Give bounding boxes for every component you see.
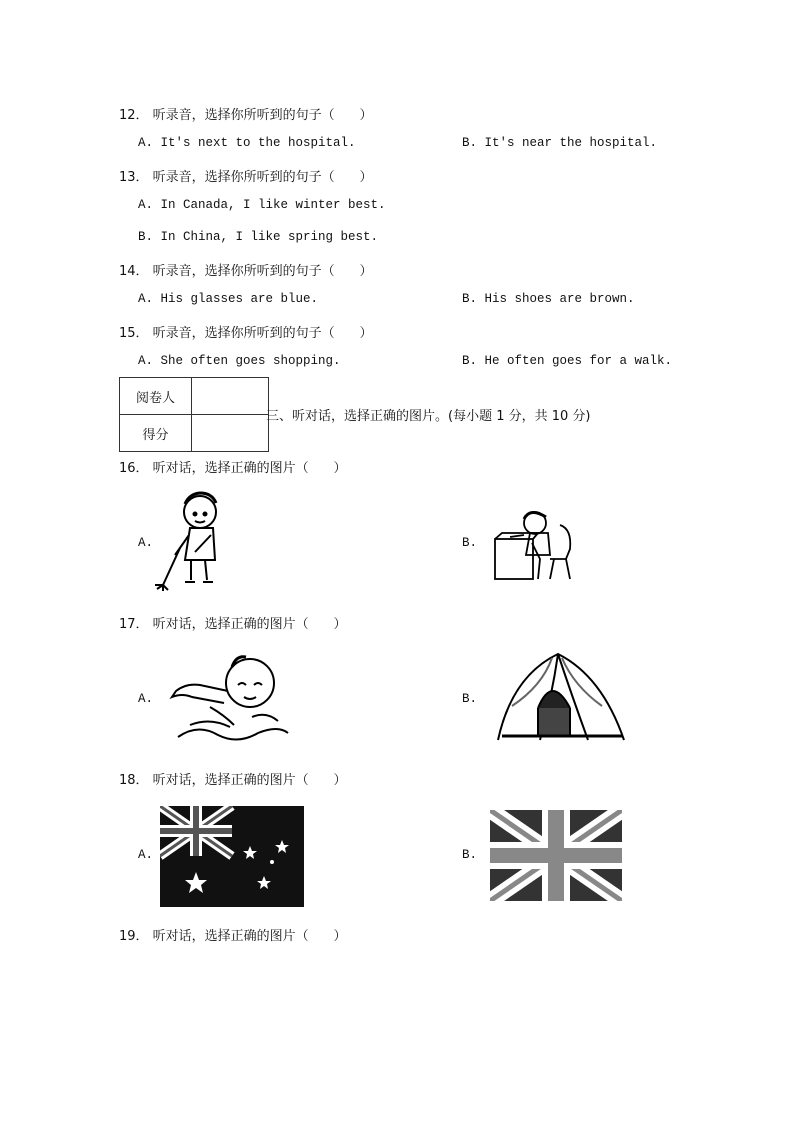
boy-writing-at-desk-image[interactable] <box>490 503 582 583</box>
question-19: 19． 听对话，选择正确的图片（ ） <box>119 929 347 944</box>
q12-option-b[interactable]: B. It's near the hospital. <box>462 136 658 150</box>
q16-option-b-label[interactable]: B. <box>462 536 478 550</box>
q15-option-b[interactable]: B. He often goes for a walk. <box>462 354 673 368</box>
score-table <box>119 377 269 452</box>
q13-option-b[interactable]: B. In China, I like spring best. <box>138 230 379 244</box>
boy-swimming-image[interactable] <box>160 645 295 745</box>
question-12: 12． 听录音，选择你所听到的句子（ ） <box>119 108 373 123</box>
q17-option-a-label[interactable]: A. <box>138 692 154 706</box>
q18-option-a-label[interactable]: A. <box>138 848 154 862</box>
union-jack-flag-image[interactable] <box>490 810 622 901</box>
boy-sweeping-image[interactable] <box>155 490 235 592</box>
question-15: 15． 听录音，选择你所听到的句子（ ） <box>119 326 373 341</box>
australia-flag-image[interactable] <box>160 806 304 907</box>
question-14: 14． 听录音，选择你所听到的句子（ ） <box>119 264 373 279</box>
score-field[interactable] <box>192 415 269 452</box>
q12-option-a[interactable]: A. It's next to the hospital. <box>138 136 356 150</box>
score-label: 得分 <box>120 415 192 452</box>
tent-image[interactable] <box>492 646 628 744</box>
q13-option-a[interactable]: A. In Canada, I like winter best. <box>138 198 386 212</box>
reviewer-field[interactable] <box>192 378 269 415</box>
q14-option-a[interactable]: A. His glasses are blue. <box>138 292 319 306</box>
reviewer-label: 阅卷人 <box>120 378 192 415</box>
question-16: 16． 听对话，选择正确的图片（ ） <box>119 461 347 476</box>
question-17: 17． 听对话，选择正确的图片（ ） <box>119 617 347 632</box>
question-13: 13． 听录音，选择你所听到的句子（ ） <box>119 170 373 185</box>
q17-option-b-label[interactable]: B. <box>462 692 478 706</box>
section-3-heading: 三、听对话，选择正确的图片。(每小题 1 分，共 10 分) <box>266 409 591 424</box>
q15-option-a[interactable]: A. She often goes shopping. <box>138 354 341 368</box>
q16-option-a-label[interactable]: A. <box>138 536 154 550</box>
q18-option-b-label[interactable]: B. <box>462 848 478 862</box>
q14-option-b[interactable]: B. His shoes are brown. <box>462 292 635 306</box>
question-18: 18． 听对话，选择正确的图片（ ） <box>119 773 347 788</box>
